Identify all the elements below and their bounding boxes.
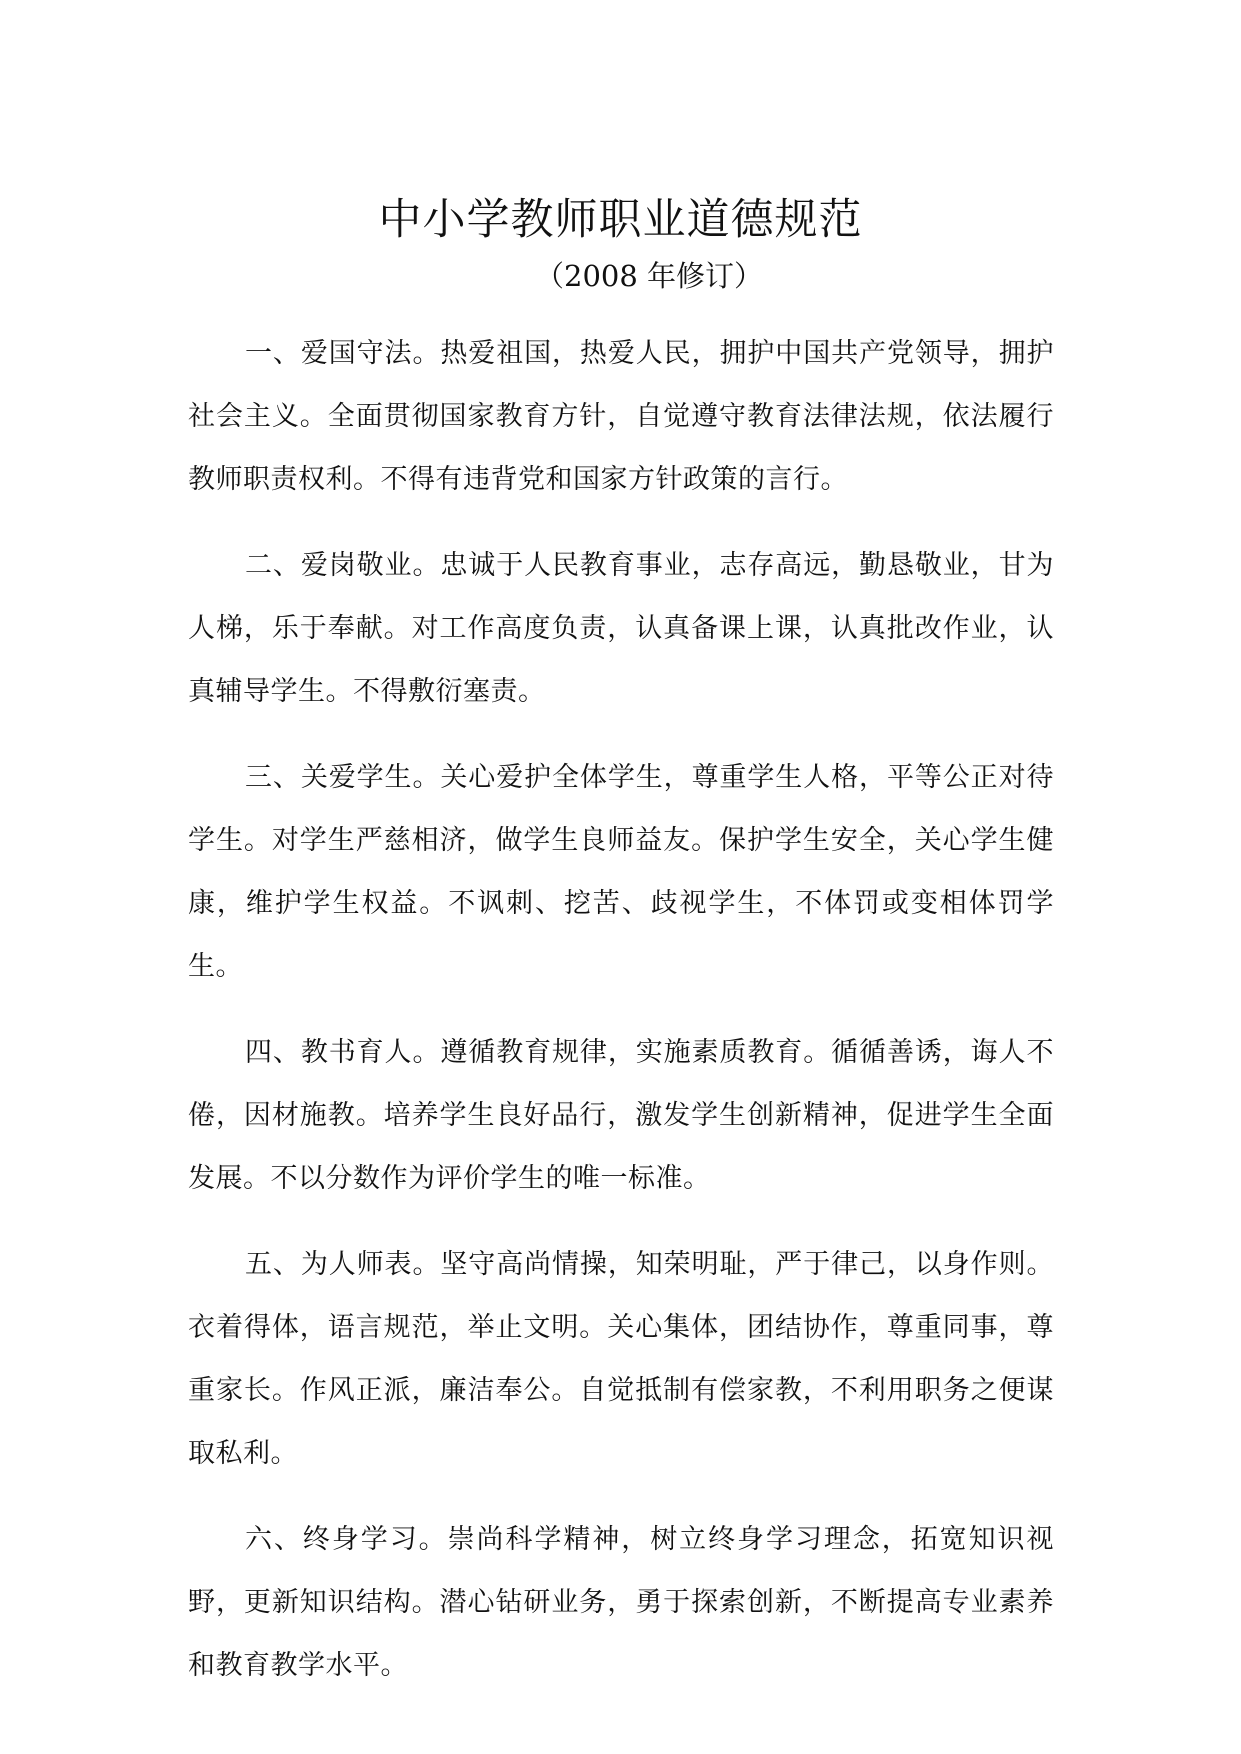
document-body <box>188 322 1054 1720</box>
paragraph-patriotism: 一、爱国守法。热爱祖国，热爱人民，拥护中国共产党领导，拥护社会主义。全面贯彻国家教育方针，自觉遵守教育法律法规，依法履行教师职责权利。不得有违背党和国家方针政策的言行。 <box>188 338 1054 495</box>
paragraph-dedication: 二、爱岗敬业。忠诚于人民教育事业，志存高远，勤恳敬业，甘为人梯，乐于奉献。对工作高度负责，认真备课上课，认真批改作业，认真辅导学生。不得敷衍塞责。 <box>188 550 1054 707</box>
paragraph-teaching: 四、教书育人。遵循教育规律，实施素质教育。循循善诱，诲人不倦，因材施教。培养学生良好品行，激发学生创新精神，促进学生全面发展。不以分数作为评价学生的唯一标准。 <box>188 1037 1054 1194</box>
document-title: 中小学教师职业道德规范 <box>378 195 863 245</box>
paragraph-role-model: 五、为人师表。坚守高尚情操，知荣明耻，严于律己，以身作则。衣着得体，语言规范，举止文明。关心集体，团结协作，尊重同事，尊重家长。作风正派，廉洁奉公。自觉抵制有偿家教，不利用职务之便谋取私利。 <box>188 1249 1054 1469</box>
paragraph-caring-students: 三、关爱学生。关心爱护全体学生，尊重学生人格，平等公正对待学生。对学生严慈相济，做学生良师益友。保护学生安全，关心学生健康，维护学生权益。不讽刺、挖苦、歧视学生，不体罚或变相体罚学生。 <box>188 762 1054 982</box>
document-subtitle: （2008 年修订） <box>535 259 764 293</box>
paragraph-lifelong-learning: 六、终身学习。崇尚科学精神，树立终身学习理念，拓宽知识视野，更新知识结构。潜心钻研业务，勇于探索创新，不断提高专业素养和教育教学水平。 <box>188 1524 1054 1681</box>
